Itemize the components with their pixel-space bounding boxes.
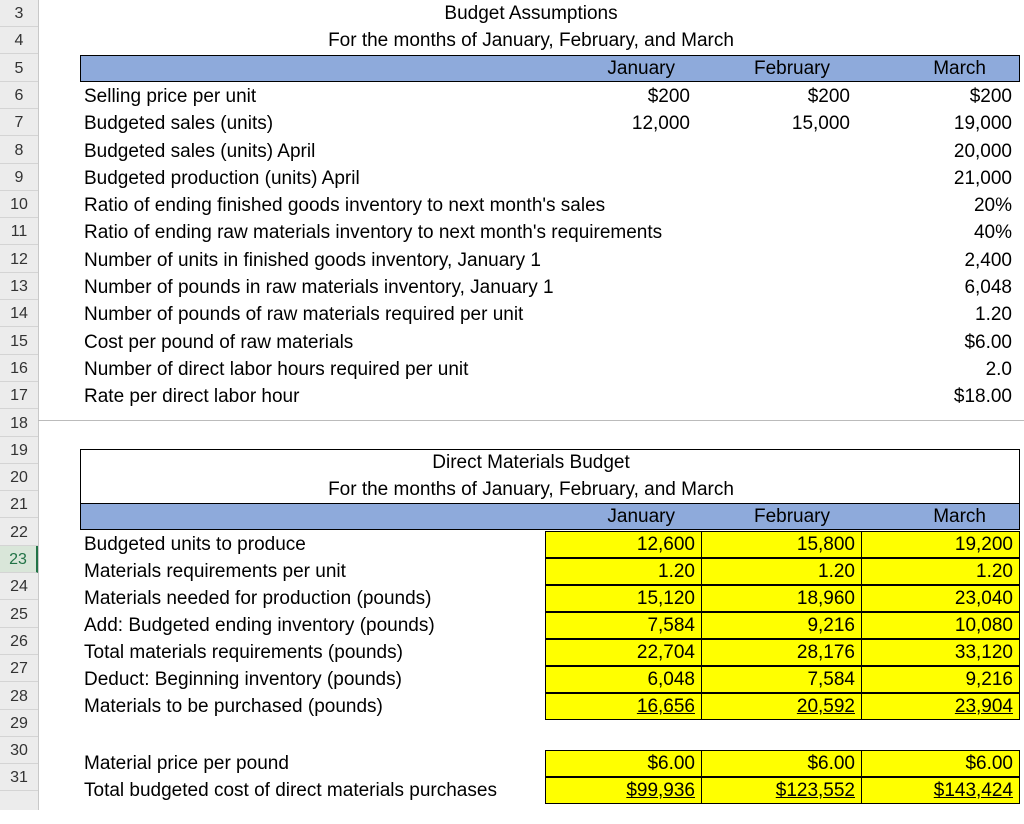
assumption-mar: 2,400 [964, 250, 1012, 271]
assumption-mar: $18.00 [953, 386, 1012, 407]
assumption-feb [700, 165, 850, 192]
assumption-jan [545, 165, 690, 192]
row-number[interactable]: 4 [0, 27, 38, 54]
row-number[interactable]: 26 [0, 628, 38, 655]
row-number[interactable]: 30 [0, 737, 38, 764]
assumption-feb [700, 247, 850, 274]
materials-feb-value: 9,216 [807, 615, 855, 636]
row-number[interactable]: 17 [0, 382, 38, 409]
materials-mar-cell[interactable] [861, 585, 1020, 612]
assumptions-subtitle: For the months of January, February, and March [328, 30, 734, 51]
materials-jan-value: 16,656 [636, 696, 695, 717]
materials-jan-cell[interactable] [545, 693, 702, 720]
assumption-label: Number of units in finished goods inventory, January 1 [84, 250, 541, 271]
assumption-jan [545, 219, 690, 246]
assumption-mar: 20% [973, 195, 1012, 216]
assumption-jan [545, 274, 690, 301]
materials-feb-cell[interactable] [701, 666, 862, 693]
materials-feb-cell[interactable] [701, 639, 862, 666]
assumption-jan [545, 356, 690, 383]
materials-mar-value: 23,904 [954, 696, 1013, 717]
materials-mar-value: 33,120 [954, 642, 1013, 663]
materials-mar-value: 9,216 [965, 669, 1013, 690]
row-number[interactable]: 31 [0, 764, 38, 791]
row-number[interactable]: 8 [0, 137, 38, 164]
materials-jan-value: 1.20 [658, 561, 695, 582]
materials-feb-value: 7,584 [807, 669, 855, 690]
assumption-mar: 40% [973, 222, 1012, 243]
row-number[interactable]: 18 [0, 410, 38, 437]
row-number[interactable]: 6 [0, 82, 38, 109]
materials-mar-cell[interactable] [861, 558, 1020, 585]
assumption-label: Number of pounds in raw materials inventory, January 1 [84, 277, 554, 298]
assumption-label: Rate per direct labor hour [84, 386, 300, 407]
materials-mar-value: 10,080 [954, 615, 1013, 636]
assumption-feb [700, 329, 850, 356]
assumption-mar: $6.00 [964, 332, 1012, 353]
assumption-feb: 15,000 [791, 113, 850, 134]
materials-feb-value: 1.20 [818, 561, 855, 582]
materials-jan-cell[interactable] [545, 666, 702, 693]
row-number[interactable]: 7 [0, 109, 38, 136]
assumption-jan [545, 329, 690, 356]
row-number[interactable]: 27 [0, 655, 38, 682]
materials-row-label: Materials to be purchased (pounds) [84, 696, 383, 717]
assumption-jan [545, 247, 690, 274]
materials-feb-cell[interactable] [701, 585, 862, 612]
material-price-feb[interactable]: $6.00 [701, 750, 862, 777]
materials-mar-cell[interactable] [861, 666, 1020, 693]
assumption-feb [700, 219, 850, 246]
material-price-mar[interactable]: $6.00 [861, 750, 1020, 777]
materials-jan-value: 22,704 [636, 642, 695, 663]
materials-row-label: Materials needed for production (pounds) [84, 588, 432, 609]
assumption-jan: 12,000 [631, 113, 690, 134]
materials-jan-value: 7,584 [647, 615, 695, 636]
row-header-column [0, 0, 39, 810]
materials-mar-cell[interactable] [861, 639, 1020, 666]
material-price-label: Material price per pound [84, 753, 289, 774]
materials-jan-value: 15,120 [636, 588, 695, 609]
materials-feb-value: 28,176 [796, 642, 855, 663]
materials-title: Direct Materials Budget [432, 452, 630, 473]
assumption-jan: $200 [647, 86, 690, 107]
row-number[interactable]: 14 [0, 300, 38, 327]
row-number[interactable]: 20 [0, 464, 38, 491]
assumptions-month-feb: February [753, 58, 830, 79]
assumption-label: Budgeted sales (units) [84, 113, 274, 134]
materials-feb-cell[interactable] [701, 531, 862, 558]
materials-month-jan: January [607, 506, 675, 527]
assumption-feb: $200 [807, 86, 850, 107]
row-number[interactable]: 23 [0, 546, 38, 573]
assumption-label: Ratio of ending raw materials inventory to next month's requirements [84, 222, 663, 243]
row-number[interactable]: 5 [0, 55, 38, 82]
assumption-label: Budgeted production (units) April [84, 168, 360, 189]
row-number[interactable]: 25 [0, 601, 38, 628]
materials-jan-cell[interactable] [545, 531, 702, 558]
assumption-mar: 21,000 [953, 168, 1012, 189]
material-price-jan[interactable]: $6.00 [545, 750, 702, 777]
materials-jan-cell[interactable] [545, 585, 702, 612]
assumptions-month-mar: March [933, 58, 986, 79]
assumption-jan [545, 192, 690, 219]
materials-mar-value: 1.20 [976, 561, 1013, 582]
materials-jan-cell[interactable] [545, 558, 702, 585]
assumption-feb [700, 356, 850, 383]
materials-jan-value: 12,600 [636, 534, 695, 555]
row-number[interactable]: 11 [0, 218, 38, 245]
row-number[interactable]: 15 [0, 328, 38, 355]
assumptions-title: Budget Assumptions [444, 3, 618, 24]
total-cost-jan[interactable] [545, 777, 702, 804]
total-cost-mar-value: $143,424 [933, 780, 1013, 801]
materials-subtitle: For the months of January, February, and March [328, 479, 734, 500]
row-number[interactable]: 13 [0, 273, 38, 300]
row-number[interactable]: 16 [0, 355, 38, 382]
assumption-mar: 20,000 [953, 141, 1012, 162]
materials-mar-cell[interactable] [861, 612, 1020, 639]
assumption-mar: 19,000 [953, 113, 1012, 134]
row-number[interactable]: 21 [0, 491, 38, 518]
assumption-mar: 1.20 [975, 304, 1012, 325]
assumption-label: Cost per pound of raw materials [84, 332, 354, 353]
row-number[interactable]: 29 [0, 710, 38, 737]
assumption-mar: 6,048 [964, 277, 1012, 298]
materials-feb-value: 18,960 [796, 588, 855, 609]
materials-feb-value: 15,800 [796, 534, 855, 555]
assumption-label: Budgeted sales (units) April [84, 141, 316, 162]
materials-month-feb: February [753, 506, 830, 527]
assumption-jan [545, 301, 690, 328]
materials-month-mar: March [933, 506, 986, 527]
materials-mar-cell[interactable] [861, 531, 1020, 558]
row-number[interactable]: 28 [0, 683, 38, 710]
materials-row-label: Total materials requirements (pounds) [84, 642, 403, 663]
assumption-label: Number of direct labor hours required per unit [84, 359, 469, 380]
row-number[interactable]: 22 [0, 519, 38, 546]
materials-mar-value: 23,040 [954, 588, 1013, 609]
row-number[interactable]: 19 [0, 437, 38, 464]
materials-feb-value: 20,592 [796, 696, 855, 717]
materials-row-label: Add: Budgeted ending inventory (pounds) [84, 615, 435, 636]
assumption-jan [545, 383, 690, 410]
materials-feb-cell[interactable] [701, 612, 862, 639]
assumption-label: Ratio of ending finished goods inventory to next month's sales [84, 195, 606, 216]
materials-jan-value: 6,048 [647, 669, 695, 690]
assumption-label: Number of pounds of raw materials required per unit [84, 304, 524, 325]
total-cost-feb[interactable] [701, 777, 862, 804]
materials-row-label: Budgeted units to produce [84, 534, 306, 555]
materials-feb-cell[interactable] [701, 558, 862, 585]
row-number[interactable]: 12 [0, 246, 38, 273]
materials-row-label: Materials requirements per unit [84, 561, 346, 582]
materials-jan-cell[interactable] [545, 612, 702, 639]
total-cost-feb-value: $123,552 [775, 780, 855, 801]
assumption-feb [700, 383, 850, 410]
assumption-feb [700, 192, 850, 219]
assumption-mar: 2.0 [985, 359, 1012, 380]
row-number[interactable]: 3 [0, 0, 38, 27]
materials-jan-cell[interactable] [545, 639, 702, 666]
total-cost-mar[interactable] [861, 777, 1020, 804]
row-number[interactable]: 10 [0, 191, 38, 218]
total-cost-jan-value: $99,936 [626, 780, 695, 801]
assumption-feb [700, 138, 850, 165]
total-cost-label: Total budgeted cost of direct materials purchases [84, 780, 497, 801]
assumption-feb [700, 274, 850, 301]
materials-row-label: Deduct: Beginning inventory (pounds) [84, 669, 402, 690]
assumption-jan [545, 138, 690, 165]
materials-mar-value: 19,200 [954, 534, 1013, 555]
row-number[interactable]: 24 [0, 573, 38, 600]
assumption-label: Selling price per unit [84, 86, 257, 107]
materials-mar-cell[interactable] [861, 693, 1020, 720]
materials-feb-cell[interactable] [701, 693, 862, 720]
assumption-feb [700, 301, 850, 328]
row-number[interactable]: 9 [0, 164, 38, 191]
assumptions-month-jan: January [607, 58, 675, 79]
assumption-mar: $200 [969, 86, 1012, 107]
